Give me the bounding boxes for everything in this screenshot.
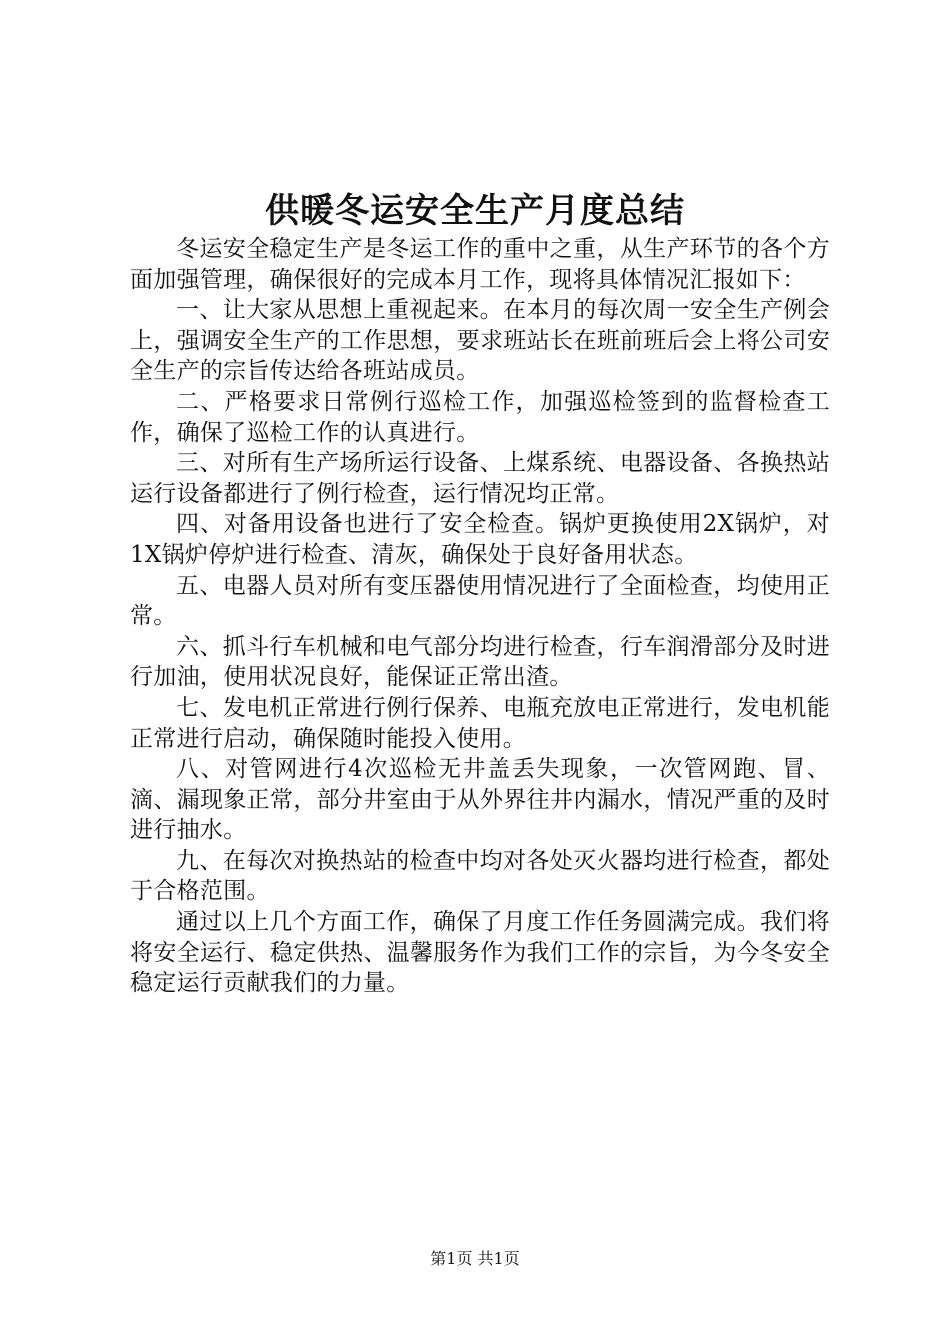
page-number-footer: 第1页 共1页 xyxy=(430,1249,520,1268)
paragraph-item-1: 一、让大家从思想上重视起来。在本月的每次周一安全生产例会上，强调安全生产的工作思想，要求班站长在班前班后会上将公司安全生产的宗旨传达给各班站成员。 xyxy=(130,297,830,385)
paragraph-item-5: 五、电器人员对所有变压器使用情况进行了全面检查，均使用正常。 xyxy=(130,572,830,630)
document-title: 供暖冬运安全生产月度总结 xyxy=(265,191,685,231)
document-body xyxy=(130,234,830,999)
paragraph-item-7: 七、发电机正常进行例行保养、电瓶充放电正常进行，发电机能正常进行启动，确保随时能投入使用。 xyxy=(130,694,830,752)
paragraph-conclusion: 通过以上几个方面工作，确保了月度工作任务圆满完成。我们将将安全运行、稳定供热、温馨服务作为我们工作的宗旨，为今冬安全稳定运行贡献我们的力量。 xyxy=(130,909,830,997)
paragraph-item-8: 八、对管网进行4次巡检无井盖丢失现象，一次管网跑、冒、滴、漏现象正常，部分井室由于从外界往井内漏水，情况严重的及时进行抽水。 xyxy=(130,756,830,844)
paragraph-item-9: 九、在每次对换热站的检查中均对各处灭火器均进行检查，都处于合格范围。 xyxy=(130,847,830,905)
paragraph-item-4: 四、对备用设备也进行了安全检查。锅炉更换使用2X锅炉，对1X锅炉停炉进行检查、清灰，确保处于良好备用状态。 xyxy=(130,511,830,568)
paragraph-item-3: 三、对所有生产场所运行设备、上煤系统、电器设备、各换热站运行设备都进行了例行检查，运行情况均正常。 xyxy=(130,450,830,507)
paragraph-intro: 冬运安全稳定生产是冬运工作的重中之重，从生产环节的各个方面加强管理，确保很好的完成本月工作，现将具体情况汇报如下： xyxy=(130,236,830,293)
paragraph-item-2: 二、严格要求日常例行巡检工作，加强巡检签到的监督检查工作，确保了巡检工作的认真进行。 xyxy=(130,388,830,446)
paragraph-item-6: 六、抓斗行车机械和电气部分均进行检查，行车润滑部分及时进行加油，使用状况良好，能保证正常出渣。 xyxy=(130,633,830,691)
